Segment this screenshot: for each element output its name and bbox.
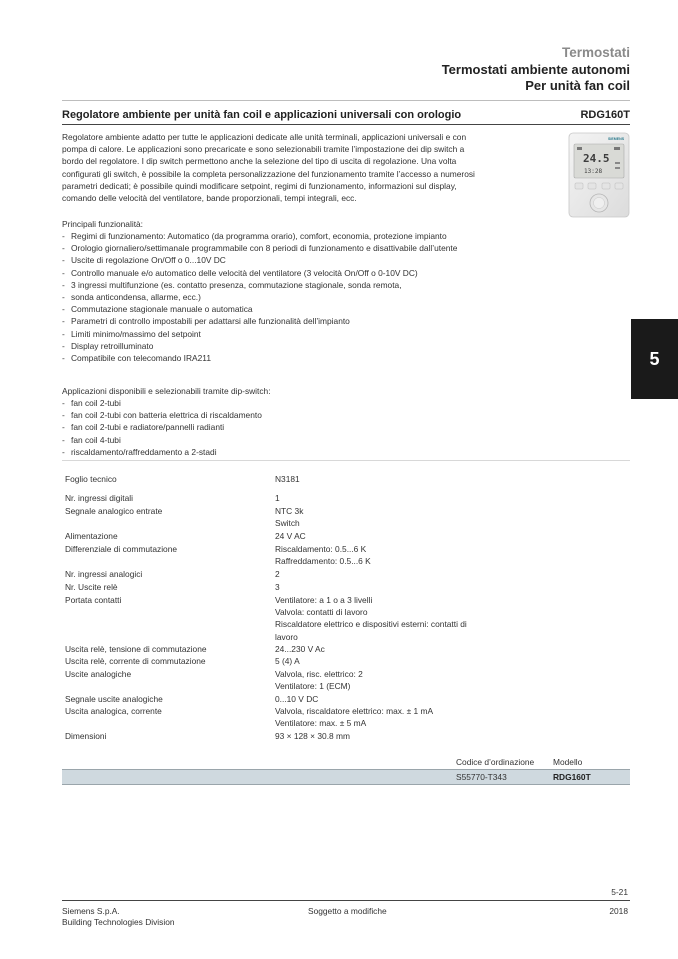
page-title-line1: Termostati ambiente autonomi [441,62,630,77]
spec-value: 2 [275,569,280,579]
spec-value: 93 × 128 × 30.8 mm [275,731,350,741]
applications-list [62,397,492,458]
spec-value: Riscaldamento: 0.5...6 K Raffreddamento: 0.5...6 K [275,544,371,567]
list-item: - Orologio giornaliero/settimanale programmabile con 8 periodi di funzionamento e disattivabile dall’utente [62,242,492,254]
spec-value: 24...230 V Ac [275,644,325,654]
spec-value: N3181 [275,474,300,484]
chapter-number: 5 [649,348,660,369]
product-title: Regolatore ambiente per unità fan coil e applicazioni universali con orologio [62,109,462,121]
list-item: - Parametri di controllo impostabili per adattarsi alle funzionalità dell’impianto [62,315,492,327]
thermostat-product-image [568,132,630,218]
product-code: RDG160T [580,109,630,121]
thermostat-button [602,183,610,189]
list-item: - Display retroilluminato [62,340,492,352]
list-item: - fan coil 4-tubi [62,434,492,446]
spec-label: Nr. Uscite relè [65,582,118,592]
applications-heading: Applicazioni disponibili e selezionabili tramite dip-switch: [62,386,271,396]
model-value: RDG160T [553,772,591,782]
display-symbol [615,167,620,169]
title-divider [62,124,630,125]
thermostat-button [575,183,583,189]
page-title-line2: Per unità fan coil [525,78,630,93]
spec-label: Uscita relè, tensione di commutazione [65,644,207,654]
spec-label: Nr. ingressi digitali [65,493,133,503]
spec-value: Ventilatore: a 1 o a 3 livelli Valvola: contatti di lavoro Riscaldatore elettrico e dispositivi esterni: contatti di lavoro [275,595,467,642]
list-item: - Compatibile con telecomando IRA211 [62,352,492,364]
list-item: - fan coil 2-tubi e radiatore/pannelli radianti [62,421,492,433]
model-header: Modello [553,757,583,767]
list-item: - fan coil 2-tubi [62,397,492,409]
functions-heading: Principali funzionalità: [62,219,144,229]
display-time: 13:28 [584,168,603,175]
footer-division: Building Technologies Division [62,917,175,927]
spec-label: Alimentazione [65,531,118,541]
spec-label: Foglio tecnico [65,474,117,484]
list-item: - Regimi di funzionamento: Automatico (da programma orario), comfort, economia, protezione impianto [62,230,492,242]
spec-value: 1 [275,493,280,503]
spec-label: Nr. ingressi analogici [65,569,143,579]
order-code-header: Codice d’ordinazione [456,757,535,767]
spec-label: Segnale analogico entrate [65,506,163,516]
spec-value: Valvola, risc. elettrico: 2 Ventilatore: 1 (ECM) [275,669,363,692]
list-item: - riscaldamento/raffreddamento a 2-stadi [62,446,492,458]
spec-label: Uscita analogica, corrente [65,706,162,716]
list-item: - Uscite di regolazione On/Off o 0...10V DC [62,254,492,266]
spec-value: 0...10 V DC [275,694,319,704]
footer-year: 2018 [609,906,628,916]
thermostat-button [588,183,596,189]
section-title: Termostati [561,45,630,60]
spec-value: Valvola, riscaldatore elettrico: max. ± 1 mA Ventilatore: max. ± 5 mA [275,706,434,729]
list-item: - 3 ingressi multifunzione (es. contatto presenza, commutazione stagionale, sonda remota, [62,279,492,291]
intro-paragraph: Regolatore ambiente adatto per tutte le applicazioni dedicate alle unità terminali, applicazioni universali e con pompa di calore. Le applicazioni sono precaricate e sono selezionabili tramite l’impostazione dei dip switch a bordo del regolatore. I dip switch permettono anche la selezione del tipo di uscita di regolazione. Una volta configurati gli switch, è possibile la completa personalizzazione del funzionamento tramite l’accesso a numerosi parametri dedicati; è possibile quindi modificare setpoint, regimi di funzionamento, informazioni sul display, comando delle velocità del ventilatore, bande proporzionali, tempi integrali, ecc. [62,132,475,204]
order-code-value: S55770-T343 [456,772,507,782]
spec-value: 24 V AC [275,531,306,541]
spec-label: Dimensioni [65,731,107,741]
thermostat-button [615,183,623,189]
page-number: 5-21 [611,887,628,897]
functions-list [62,230,492,364]
list-item: - sonda anticondensa, allarme, ecc.) [62,291,492,303]
spec-label: Uscita relè, corrente di commutazione [65,656,206,666]
spec-value: 3 [275,582,280,592]
footer-notice: Soggetto a modifiche [308,906,387,916]
list-item: - fan coil 2-tubi con batteria elettrica di riscaldamento [62,409,492,421]
display-symbol [577,147,582,150]
list-item: - Limiti minimo/massimo del setpoint [62,328,492,340]
footer-divider [62,900,630,901]
spec-value: NTC 3k Switch [275,506,304,529]
spec-value: 5 (4) A [275,656,300,666]
order-row-bar [62,769,630,785]
display-symbol [615,162,620,164]
specs-divider [62,460,630,461]
brand-logo: SIEMENS [608,137,625,141]
list-item: - Controllo manuale e/o automatico delle velocità del ventilatore (3 velocità On/Off o 0-10V DC) [62,267,492,279]
spec-label: Portata contatti [65,595,122,605]
chapter-tab [631,319,678,399]
display-temperature: 24.5 [583,152,610,165]
footer-company: Siemens S.p.A. [62,906,120,916]
list-item: - Commutazione stagionale manuale o automatica [62,303,492,315]
spec-label: Differenziale di commutazione [65,544,178,554]
header-divider [62,100,630,101]
display-symbol [614,147,620,150]
spec-label: Uscite analogiche [65,669,132,679]
spec-label: Segnale uscite analogiche [65,694,163,704]
